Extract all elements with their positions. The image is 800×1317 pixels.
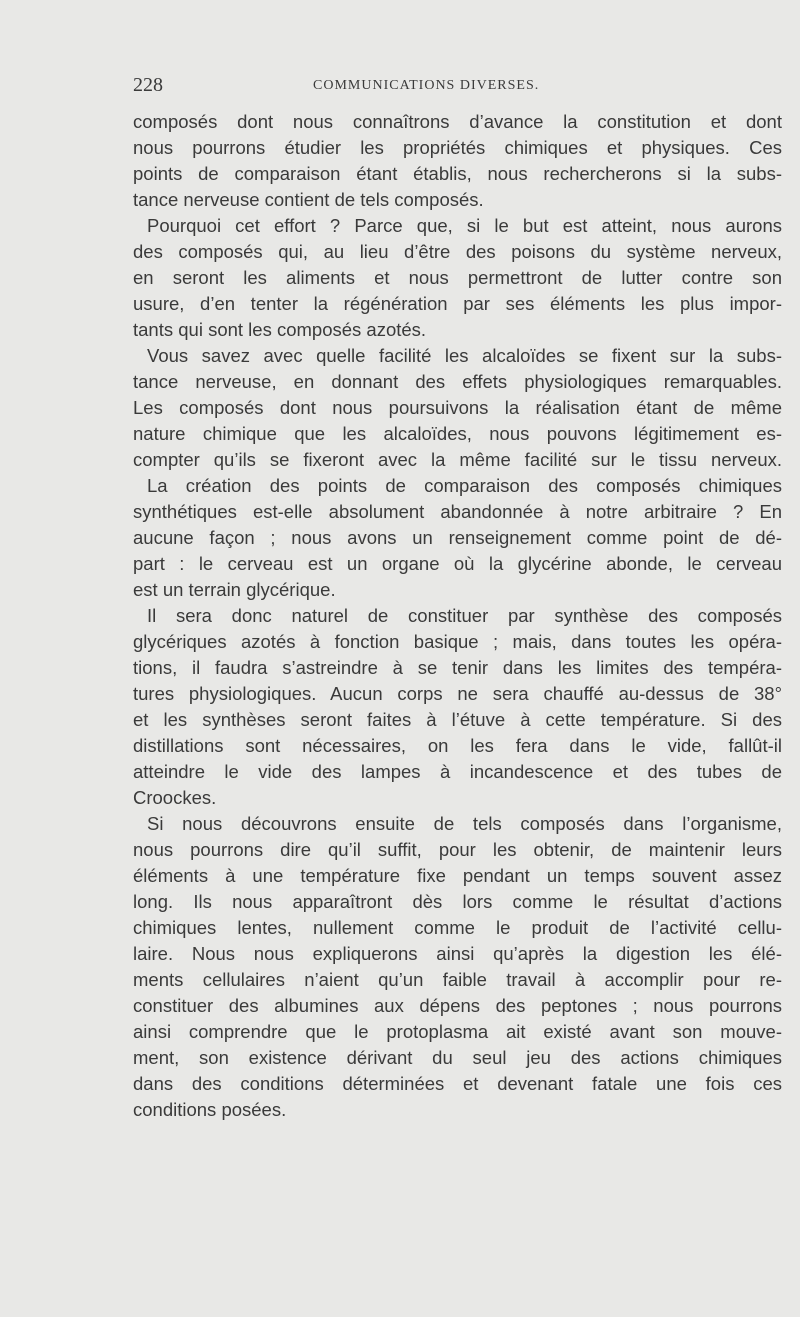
text-line: nature chimique que les alcaloïdes, nous pouvons légitimement es- [133, 423, 782, 444]
text-line: tance nerveuse, en donnant des effets physiologiques remarquables. [133, 371, 782, 392]
text-line: tants qui sont les composés azotés. [133, 319, 427, 340]
text-line: glycériques azotés à fonction basique ; mais, dans toutes les opéra- [133, 631, 782, 652]
text-line: tures physiologiques. Aucun corps ne sera chauffé au-dessus de 38° [133, 683, 782, 704]
text-line: chimiques lentes, nullement comme le produit de l’activité cellu- [133, 917, 782, 938]
text-line: Il sera donc naturel de constituer par synthèse des composés [147, 605, 782, 626]
text-line: La création des points de comparaison des composés chimiques [147, 475, 782, 496]
text-line: nous pourrons étudier les propriétés chimiques et physiques. Ces [133, 137, 782, 158]
text-line: usure, d’en tenter la régénération par ses éléments les plus impor- [133, 293, 782, 314]
text-line: constituer des albumines aux dépens des peptones ; nous pourrons [133, 995, 782, 1016]
page-number: 228 [133, 74, 163, 96]
text-line: en seront les aliments et nous permettront de lutter contre son [133, 267, 782, 288]
text-line: synthétiques est-elle absolument abandonnée à notre arbitraire ? En [133, 501, 782, 522]
text-line: conditions posées. [133, 1099, 287, 1120]
text-line: est un terrain glycérique. [133, 579, 336, 600]
text-line: Vous savez avec quelle facilité les alcaloïdes se fixent sur la subs- [147, 345, 782, 366]
text-line: compter qu’ils se fixeront avec la même facilité sur le tissu nerveux. [133, 449, 782, 470]
text-line: long. Ils nous apparaîtront dès lors comme le résultat d’actions [133, 891, 782, 912]
text-line: Pourquoi cet effort ? Parce que, si le but est atteint, nous aurons [147, 215, 782, 236]
text-line: points de comparaison étant établis, nous rechercherons si la subs- [133, 163, 782, 184]
page-header [133, 74, 782, 96]
text-line: éléments à une température fixe pendant un temps souvent assez [133, 865, 782, 886]
text-line: et les synthèses seront faites à l’étuve à cette température. Si des [133, 709, 782, 730]
text-line: nous pourrons dire qu’il suffit, pour les obtenir, de maintenir leurs [133, 839, 782, 860]
text-line: des composés qui, au lieu d’être des poisons du système nerveux, [133, 241, 782, 262]
body-text [133, 109, 782, 1123]
text-line: Si nous découvrons ensuite de tels composés dans l’organisme, [147, 813, 782, 834]
text-line: aucune façon ; nous avons un renseignement comme point de dé- [133, 527, 782, 548]
text-line: dans des conditions déterminées et devenant fatale une fois ces [133, 1073, 782, 1094]
text-line: ainsi comprendre que le protoplasma ait existé avant son mouve- [133, 1021, 782, 1042]
text-line: laire. Nous nous expliquerons ainsi qu’après la digestion les élé- [133, 943, 782, 964]
text-line: composés dont nous connaîtrons d’avance la constitution et dont [133, 111, 782, 132]
text-line: ments cellulaires n’aient qu’un faible travail à accomplir pour re- [133, 969, 782, 990]
running-title: COMMUNICATIONS DIVERSES. [313, 78, 540, 93]
text-line: distillations sont nécessaires, on les fera dans le vide, fallût-il [133, 735, 782, 756]
text-line: ment, son existence dérivant du seul jeu des actions chimiques [133, 1047, 782, 1068]
text-line: tions, il faudra s’astreindre à se tenir dans les limites des tempéra- [133, 657, 782, 678]
text-line: Croockes. [133, 787, 217, 808]
text-line: part : le cerveau est un organe où la glycérine abonde, le cerveau [133, 553, 782, 574]
text-line: tance nerveuse contient de tels composés. [133, 189, 484, 210]
text-line: atteindre le vide des lampes à incandescence et des tubes de [133, 761, 782, 782]
text-line: Les composés dont nous poursuivons la réalisation étant de même [133, 397, 782, 418]
